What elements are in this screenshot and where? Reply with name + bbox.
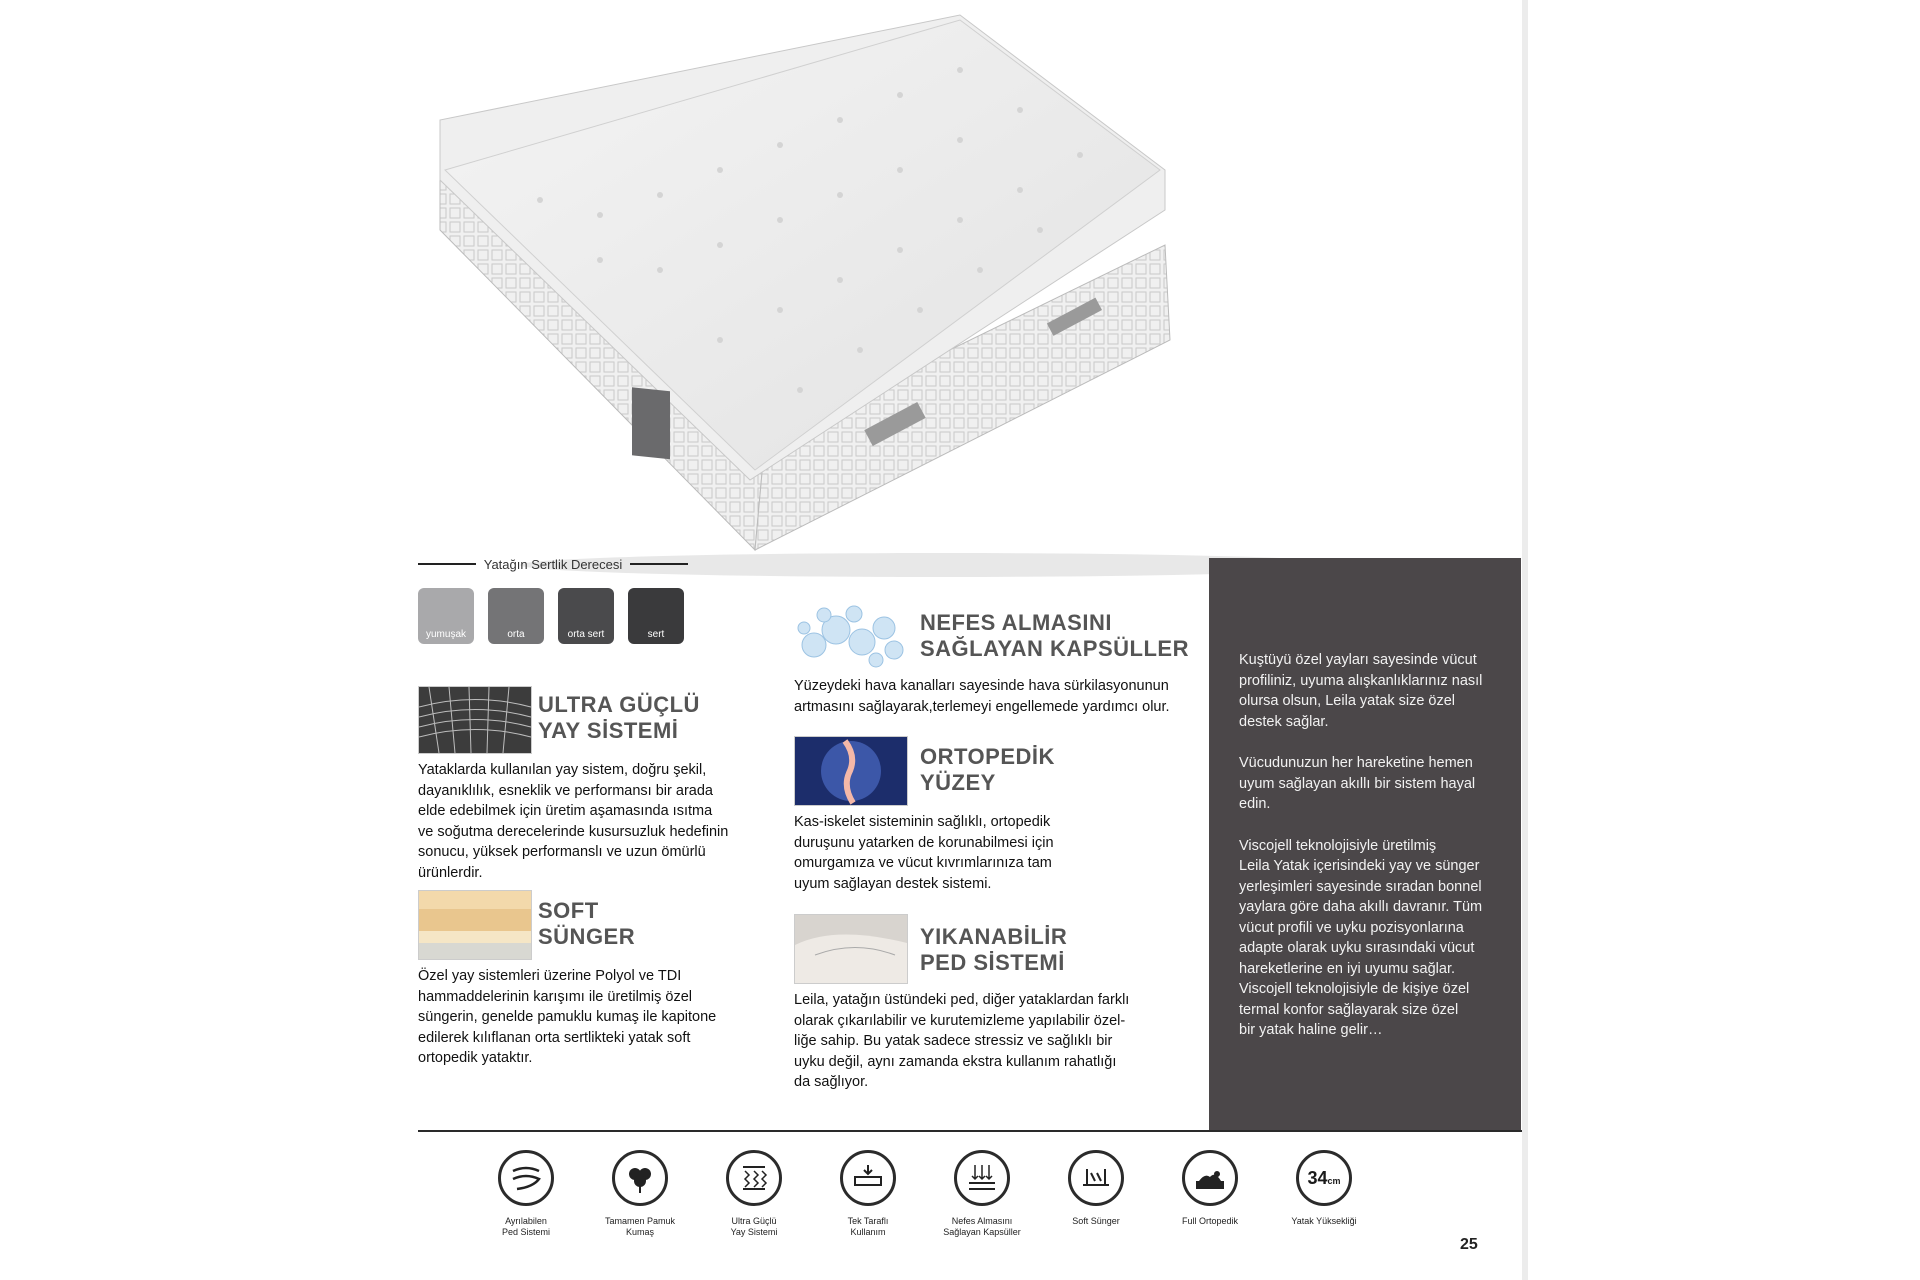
text-line: Vücudunuzun her hareketine hemen bbox=[1239, 755, 1473, 771]
text-line: sonucu, yüksek performanslı ve uzun ömürlü bbox=[418, 844, 706, 860]
text-line: ürünlerdir. bbox=[418, 864, 483, 881]
info-panel-text bbox=[1239, 650, 1494, 1062]
feature-icon-item bbox=[932, 1150, 1032, 1238]
soft-title-line1: SOFT bbox=[538, 898, 599, 923]
height-icon bbox=[1296, 1150, 1352, 1206]
firmness-label: yumuşak bbox=[425, 629, 466, 640]
text-line: uyku değil, aynı zamanda ekstra kullanım rahatlığı bbox=[794, 1053, 1117, 1070]
firmness-rule-left bbox=[418, 563, 476, 565]
text-line: duruşunu yatarken de korunabilmesi için bbox=[794, 834, 1054, 851]
orthopedic-spine-image bbox=[794, 736, 908, 806]
text-line: olarak çıkarılabilir ve kurutemizleme yapılabilir özel- bbox=[794, 1012, 1126, 1029]
panel-paragraph bbox=[1239, 650, 1494, 732]
text-line: Leila Yatak içerisindeki yay ve sünger bbox=[1239, 858, 1480, 874]
text-line: termal konfor sağlayarak size özel bbox=[1239, 1001, 1459, 1018]
firmness-swatch-medium bbox=[488, 588, 544, 644]
spring-system-image bbox=[418, 686, 532, 754]
text-line: Kuştüyü özel yayları sayesinde vücut bbox=[1239, 652, 1477, 668]
single-side-icon bbox=[840, 1150, 896, 1206]
text-line: dayanıklılık, esneklik ve performansı bir arada bbox=[418, 782, 713, 799]
text-line: elde edebilmek için üretim aşamasında ısıtma bbox=[418, 803, 713, 819]
washable-title-line2: PED SİSTEMİ bbox=[920, 950, 1065, 975]
page-edge bbox=[1522, 0, 1528, 1280]
text-line: artmasını sağlayarak,terlemeyi engellemede yardımcı olur. bbox=[794, 698, 1170, 715]
text-line: Yüzeydeki hava kanalları sayesinde hava sürkilasyonunun bbox=[794, 678, 1169, 694]
firmness-swatch-medium-firm bbox=[558, 588, 614, 644]
icon-label: Tek Taraflı Kullanım bbox=[847, 1216, 889, 1237]
icon-label: Nefes Almasını Sağlayan Kapsüller bbox=[943, 1216, 1021, 1237]
soft-description bbox=[418, 966, 738, 1069]
washable-title bbox=[920, 924, 1067, 976]
soft-title-line2: SÜNGER bbox=[538, 924, 636, 949]
icon-label: Ayrılabilen Ped Sistemi bbox=[501, 1216, 551, 1237]
text-line: profiliniz, uyuma alışkanlıklarınız nasıl bbox=[1239, 672, 1483, 689]
bottom-divider bbox=[418, 1130, 1522, 1132]
cotton-flower-icon bbox=[612, 1150, 668, 1206]
text-line: vücut profili ve uyku pozisyonlarına bbox=[1239, 919, 1464, 936]
text-line: ortopedik yataktır. bbox=[418, 1050, 533, 1066]
breathing-capsule-icon bbox=[954, 1150, 1010, 1206]
page-number: 25 bbox=[1460, 1236, 1478, 1253]
ortho-title bbox=[920, 744, 1055, 796]
mattress-image bbox=[420, 10, 1440, 580]
firmness-label: orta bbox=[507, 629, 525, 640]
text-line: adapte olarak uyku sırasındaki vücut bbox=[1239, 940, 1475, 956]
feature-icon-item bbox=[704, 1150, 804, 1238]
orthopedic-icon bbox=[1182, 1150, 1238, 1206]
washable-description bbox=[794, 990, 1174, 1093]
firmness-rule-right bbox=[630, 563, 688, 565]
ortho-title-line2: YÜZEY bbox=[920, 770, 996, 795]
text-line: Yataklarda kullanılan yay sistem, doğru şekil, bbox=[418, 762, 707, 778]
firmness-swatch-soft bbox=[418, 588, 474, 644]
firmness-title-text: Yatağın Sertlik Derecesi bbox=[483, 556, 623, 572]
feature-icon-item bbox=[476, 1150, 576, 1238]
feature-icon-item bbox=[590, 1150, 690, 1238]
text-line: Viscojell teknolojisiyle de kişiye özel bbox=[1239, 981, 1470, 997]
panel-paragraph bbox=[1239, 753, 1494, 815]
feature-icon-item bbox=[1046, 1150, 1146, 1227]
feature-icon-item bbox=[818, 1150, 918, 1238]
feature-icon-item bbox=[1274, 1150, 1374, 1227]
icon-label: Ultra Güçlü Yay Sistemi bbox=[730, 1216, 778, 1237]
text-line: ve soğutma derecelerinde kusursuzluk hedefinin bbox=[418, 823, 729, 840]
info-panel bbox=[1209, 558, 1521, 1131]
washable-title-line1: YIKANABİLİR bbox=[920, 924, 1068, 949]
text-line: uyum sağlayan destek sistemi. bbox=[794, 875, 992, 892]
height-unit: cm bbox=[1327, 1175, 1341, 1186]
washable-pad-image bbox=[794, 914, 908, 984]
text-line: yerleşimleri sayesinde sıradan bonnel bbox=[1239, 878, 1482, 895]
text-line: yaylara göre daha akıllı davranır. Tüm bbox=[1239, 899, 1483, 915]
soft-foam-icon bbox=[1068, 1150, 1124, 1206]
text-line: Özel yay sistemleri üzerine Polyol ve TDI bbox=[418, 968, 682, 984]
text-line: da sağlıyor. bbox=[794, 1074, 869, 1090]
spring-coil-icon bbox=[726, 1150, 782, 1206]
capsule-title-line2: SAĞLAYAN KAPSÜLLER bbox=[920, 636, 1189, 661]
text-line: Viscojell teknolojisiyle üretilmiş bbox=[1239, 837, 1437, 854]
air-capsules-image bbox=[794, 600, 910, 670]
ortho-title-line1: ORTOPEDİK bbox=[920, 744, 1055, 769]
icon-label: Yatak Yüksekliği bbox=[1291, 1216, 1357, 1226]
spring-title-line2: YAY SİSTEMİ bbox=[538, 718, 679, 743]
text-line: edin. bbox=[1239, 796, 1271, 812]
text-line: hammaddelerinin karışımı ile üretilmiş özel bbox=[418, 988, 692, 1005]
spring-title-line1: ULTRA GÜÇLÜ bbox=[538, 692, 700, 717]
capsule-description bbox=[794, 676, 1194, 717]
text-line: Leila, yatağın üstündeki ped, diğer yataklardan farklı bbox=[794, 992, 1130, 1008]
capsule-title bbox=[920, 610, 1189, 662]
text-line: omurgamıza ve vücut kıvrımlarınıza tam bbox=[794, 855, 1052, 871]
icon-label: Tamamen Pamuk Kumaş bbox=[604, 1216, 676, 1237]
text-line: süngerin, genelde pamuklu kumaş ile kapitone bbox=[418, 1009, 717, 1025]
text-line: hareketlerine en iyi uyumu sağlar. bbox=[1239, 960, 1456, 977]
firmness-title bbox=[418, 554, 688, 574]
feature-icon-item bbox=[1160, 1150, 1260, 1227]
soft-title bbox=[538, 898, 635, 950]
firmness-label: sert bbox=[647, 629, 665, 640]
capsule-title-line1: NEFES ALMASINI bbox=[920, 610, 1112, 635]
soft-foam-image bbox=[418, 890, 532, 960]
text-line: liğe sahip. Bu yatak sadece stressiz ve sağlıklı bir bbox=[794, 1033, 1113, 1049]
icon-label: Full Ortopedik bbox=[1181, 1216, 1239, 1226]
panel-paragraph bbox=[1239, 836, 1494, 1041]
text-line: uyum sağlayan akıllı bir sistem hayal bbox=[1239, 775, 1476, 792]
firmness-label: orta sert bbox=[567, 629, 605, 640]
text-line: destek sağlar. bbox=[1239, 713, 1329, 730]
height-value: 34 bbox=[1307, 1167, 1328, 1188]
ortho-description bbox=[794, 812, 1134, 894]
spring-title bbox=[538, 692, 700, 744]
spring-description bbox=[418, 760, 738, 883]
icon-label: Soft Sünger bbox=[1072, 1216, 1120, 1226]
removable-pad-icon bbox=[498, 1150, 554, 1206]
text-line: Kas-iskelet sisteminin sağlıklı, ortopedik bbox=[794, 814, 1051, 830]
text-line: edilerek kılıflanan orta sertlikteki yatak soft bbox=[418, 1029, 691, 1046]
text-line: bir yatak haline gelir… bbox=[1239, 1022, 1383, 1038]
text-line: olursa olsun, Leila yatak size özel bbox=[1239, 693, 1456, 709]
firmness-swatch-firm bbox=[628, 588, 684, 644]
